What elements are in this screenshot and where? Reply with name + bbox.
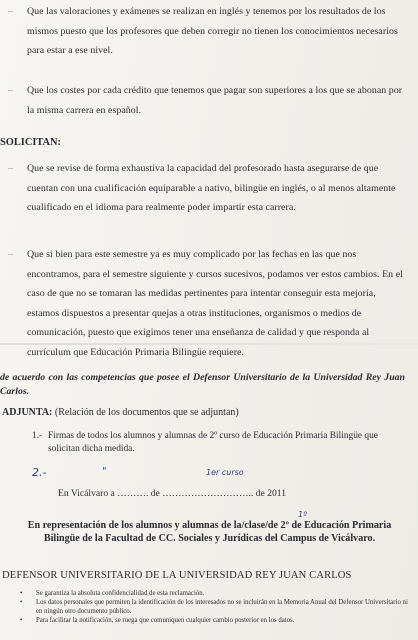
- paragraph-text: Que los costes por cada crédito que tenemos que pagar son superiores a los que se abonan por la misma carrera en español.: [27, 85, 403, 116]
- solicitan-heading: SOLICITAN:: [0, 137, 62, 148]
- dash-bullet: –: [8, 6, 13, 17]
- handwritten-item-2-number: 2.-: [32, 466, 47, 479]
- privacy-notes-list: [20, 590, 412, 626]
- date-line: En Vicálvaro a ………. de ……………………….. de 2011: [58, 488, 287, 499]
- note-item: [20, 590, 412, 598]
- bullet-icon: •: [20, 599, 23, 607]
- paragraph-text: Que si bien para este semestre ya es muy complicado por las fechas en las que nos encontramos, para el semestre siguiente y cursos sucesivos, podamos ver estos cambios. En el caso de que no se tomaran las medidas pertinentes para intentar conseguir esta mejoría, estamos dispuestos a presentar quejas a otras instituciones, organismos o medios de comunicación, puesto que exigimos tener una enseñanza de calidad y que responda al currículum que Educación Primaria Bilingüe requiere.: [27, 249, 403, 358]
- bullet-icon: •: [20, 590, 23, 597]
- paragraph-valoraciones: [8, 2, 403, 61]
- adjunta-label: ADJUNTA:: [2, 407, 53, 418]
- competencias-statement: de acuerdo con las competencias que posee el Defensor Universitario de la Universidad Rey Juan Carlos.: [0, 372, 405, 397]
- paragraph-costes: [8, 81, 403, 120]
- item-text: Firmas de todos los alumnos y alumnas de 2º curso de Educación Primaria Bilingüe que solicitan dicha medida.: [48, 431, 378, 454]
- defensor-title: DEFENSOR UNIVERSITARIO DE LA UNIVERSIDAD REY JUAN CARLOS: [2, 570, 352, 581]
- dash-bullet: –: [8, 85, 13, 96]
- note-item: [20, 617, 412, 625]
- representation-statement: En representación de los alumnos y alumnas de la/clase/de 2º de Educación Primaria Bilingüe de la Facultad de CC. Sociales y Jurídicas del Campus de Vicálvaro.: [27, 520, 392, 544]
- dash-bullet: –: [8, 249, 13, 260]
- handwritten-course-mark: 1º: [298, 510, 307, 519]
- note-item: [20, 599, 412, 616]
- item-number: 1.-: [32, 431, 43, 441]
- bullet-icon: •: [20, 616, 23, 624]
- note-text: Se garantiza la absoluta confidencialidad de esta reclamación.: [36, 590, 205, 597]
- attachment-item-1: [32, 430, 392, 455]
- paragraph-text: Que las valoraciones y exámenes se realizan en inglés y tenemos por los resultados de los mismos puesto que los profesores que deben corregir no tienen los conocimientos necesarios para estar a ese nivel.: [27, 6, 398, 56]
- adjunta-description: (Relación de los documentos que se adjuntan): [54, 407, 239, 418]
- note-text: Para facilitar la notificación, se ruega que comuniquen cualquier cambio posterior en los datos.: [36, 616, 295, 624]
- adjunta-line: [2, 407, 239, 418]
- note-text: Los datos personales que permiten la identificación de los interesados no se incluirán en la Memoria Anual del Defensor Universitario ni en ningún otro documento público.: [36, 599, 408, 615]
- dash-bullet: –: [8, 163, 13, 174]
- paper-fold-line: [0, 343, 418, 345]
- handwritten-ditto-mark: ": [102, 466, 107, 477]
- paragraph-revision-profesorado: [8, 159, 403, 218]
- handwritten-curso-note: 1er curso: [206, 468, 244, 477]
- paragraph-text: Que se revise de forma exhaustiva la capacidad del profesorado hasta asegurarse de que cuentan con una cualificación equiparable a nativo, bilingüe en inglés, o al menos altamente cualificado en el idioma para realmente poder impartir esta carrera.: [27, 163, 396, 213]
